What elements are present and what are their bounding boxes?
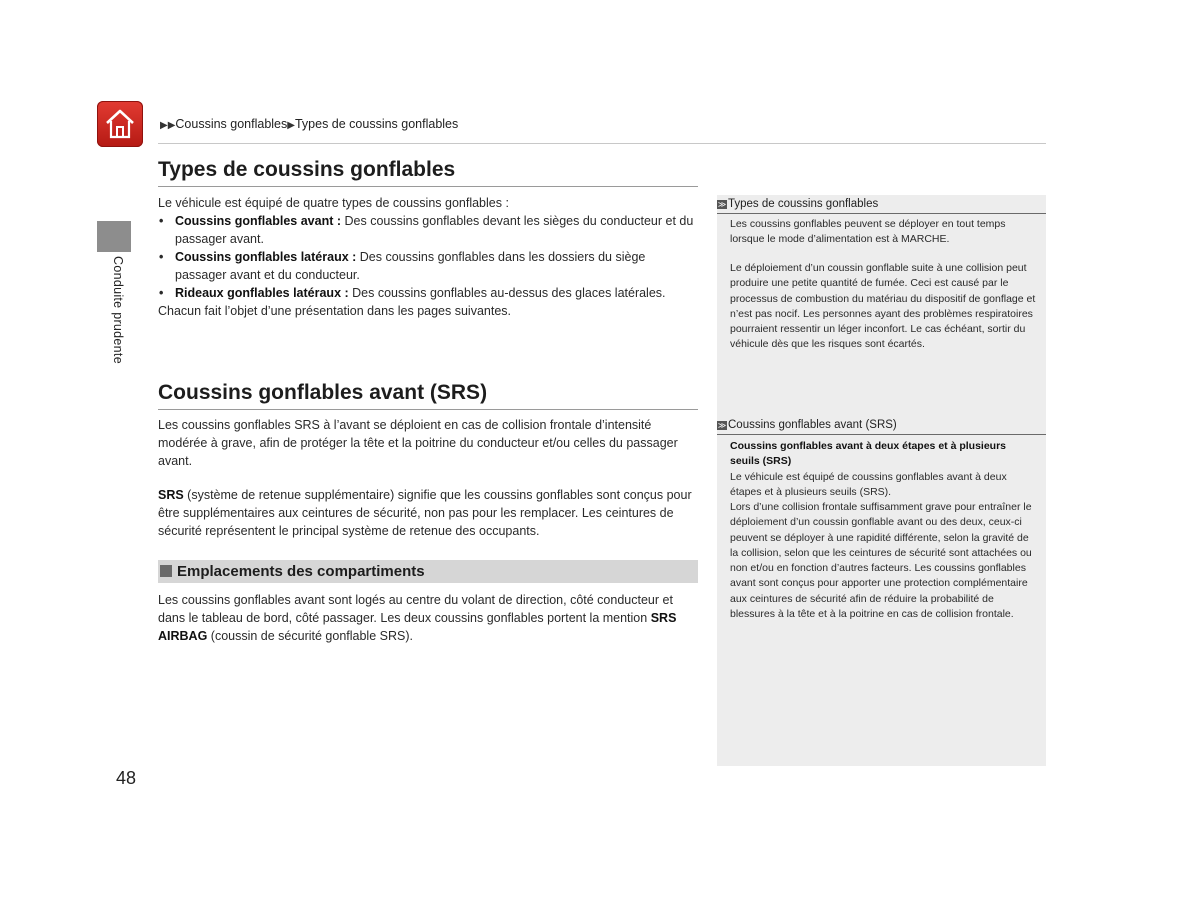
bullet-icon: • xyxy=(159,250,164,264)
breadcrumb xyxy=(160,117,458,131)
chapter-tab-label: Conduite prudente xyxy=(111,256,125,364)
note-heading[interactable] xyxy=(717,417,1046,435)
note-paragraph: Le véhicule est équipé de coussins gonflables avant à deux étapes et à plusieurs seuils (SRS). xyxy=(730,471,1007,499)
subsection-title: Emplacements des compartiments xyxy=(177,563,425,580)
subsection-heading xyxy=(158,560,698,583)
airbag-types-list xyxy=(158,212,698,302)
breadcrumb-item-airbags[interactable]: Coussins gonflables xyxy=(175,117,288,131)
section-front-airbags xyxy=(158,381,698,540)
list-item-text: Des coussins gonflables devant les sièges du conducteur et du passager avant. xyxy=(175,214,694,246)
reference-icon: ≫ xyxy=(717,421,727,430)
section-compartments xyxy=(158,560,698,645)
bullet-icon: • xyxy=(159,286,164,300)
list-item-text: Des coussins gonflables au-dessus des glaces latérales. xyxy=(348,286,666,300)
list-item-term: Coussins gonflables avant : xyxy=(175,214,342,228)
note-paragraph: Lors d’une collision frontale suffisamment grave pour entraîner le déploiement d’un coussin gonflable avant ou des deux, ceux-ci peuvent se déployer à une rapidité différente, selon la gravité de la collision, selon que les ceintures de sécurité sont attachées ou non et/ou en fonction d’autres facteurs. Les coussins gonflables avant sont conçus pour apporter une protection complémentaire aux ceintures de sécurité afin de réduire la probabilité de blessures à la tête et à la poitrine en cas de collision frontale. xyxy=(730,501,1032,621)
section-title: Coussins gonflables avant (SRS) xyxy=(158,381,698,410)
breadcrumb-arrow-icon: ▶▶ xyxy=(160,120,176,131)
header-divider xyxy=(158,143,1046,144)
intro-text: Le véhicule est équipé de quatre types de coussins gonflables : xyxy=(158,196,509,210)
home-icon xyxy=(105,108,135,140)
home-button[interactable] xyxy=(97,101,143,147)
chapter-tab-marker[interactable] xyxy=(97,221,131,252)
section-airbag-types xyxy=(158,158,698,320)
paragraph: Les coussins gonflables SRS à l’avant se déploient en cas de collision frontale d’intensité modérée à grave, afin de protéger la tête et la poitrine du conducteur et/ou celles du passager avant. xyxy=(158,418,678,468)
outro-text: Chacun fait l’objet d’une présentation dans les pages suivantes. xyxy=(158,304,512,318)
list-item xyxy=(158,284,698,302)
note-heading[interactable] xyxy=(717,196,1046,214)
list-item xyxy=(158,212,698,248)
section-title: Types de coussins gonflables xyxy=(158,158,698,187)
paragraph-text: (système de retenue supplémentaire) signifie que les coussins gonflables sont conçus pour être supplémentaires aux ceintures de sécurité, non pas pour les remplacer. Les ceintures de sécurité représentent le principal système de retenue des occupants. xyxy=(158,488,692,538)
list-item-text: Des coussins gonflables dans les dossiers du siège passager avant et du conducteur. xyxy=(175,250,646,282)
list-item xyxy=(158,248,698,284)
note-heading-text: Types de coussins gonflables xyxy=(728,198,879,210)
paragraph-text: (coussin de sécurité gonflable SRS). xyxy=(207,629,413,643)
reference-icon: ≫ xyxy=(717,200,727,209)
square-bullet-icon xyxy=(160,565,172,577)
paragraph xyxy=(158,591,698,645)
paragraph-text: Les coussins gonflables avant sont logés au centre du volant de direction, côté conducteur et dans le tableau de bord, côté passager. Les deux coussins gonflables portent la mention xyxy=(158,593,673,625)
note-subheading: Coussins gonflables avant à deux étapes et à plusieurs seuils (SRS) xyxy=(730,440,1007,468)
note-heading-text: Coussins gonflables avant (SRS) xyxy=(728,419,897,431)
note-paragraph: Les coussins gonflables peuvent se déployer en tout temps lorsque le mode d’alimentation est à MARCHE. xyxy=(730,218,1006,246)
list-item-term: Coussins gonflables latéraux : xyxy=(175,250,357,264)
bullet-icon: • xyxy=(159,214,164,228)
breadcrumb-separator-icon: ▶ xyxy=(287,120,295,131)
term: SRS xyxy=(158,488,184,502)
sidebar-notes xyxy=(717,195,1046,766)
breadcrumb-item-current: Types de coussins gonflables xyxy=(294,117,459,131)
paragraph xyxy=(158,486,698,540)
page-number: 48 xyxy=(116,768,137,788)
list-item-term: Rideaux gonflables latéraux : xyxy=(175,286,349,300)
note-paragraph: Le déploiement d’un coussin gonflable suite à une collision peut produire une petite quantité de fumée. Ceci est causé par le processus de combustion du matériau du dispositif de gonflage et n’est pas nocif. Les personnes ayant des problèmes respiratoires pourraient ressentir un léger inconfort. Le cas échéant, sortir du véhicule dès que les risques sont écartés. xyxy=(730,262,1036,351)
term: SRS AIRBAG xyxy=(158,611,677,643)
